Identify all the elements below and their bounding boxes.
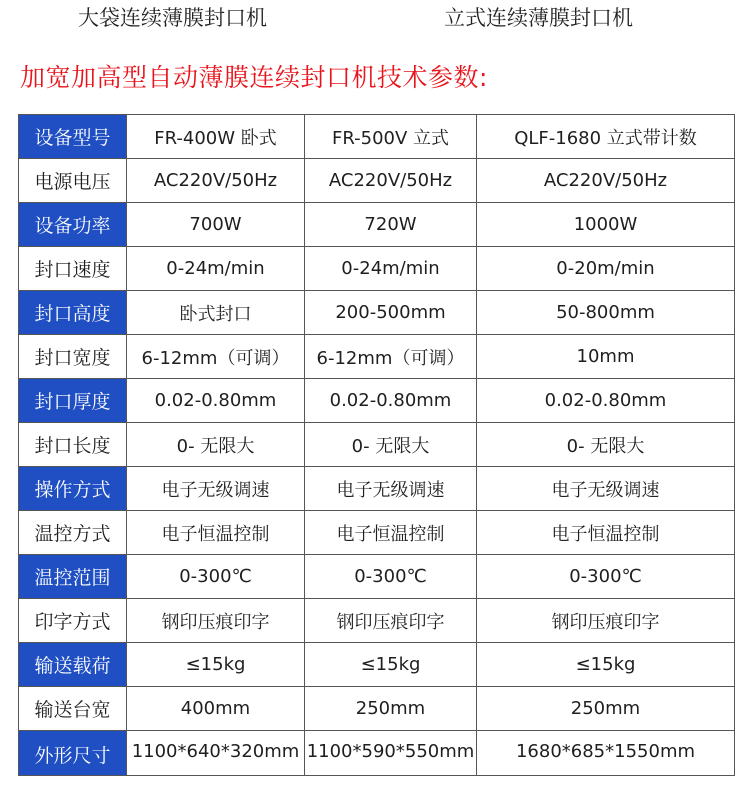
caption-vertical-sealer: 立式连续薄膜封口机 xyxy=(444,6,633,30)
table-cell: 钢印压痕印字 xyxy=(127,599,305,643)
table-cell: FR-400W 卧式 xyxy=(127,115,305,159)
table-cell: 200-500mm xyxy=(305,291,477,335)
table-cell: 钢印压痕印字 xyxy=(305,599,477,643)
table-row xyxy=(19,511,735,555)
table-cell: 电子恒温控制 xyxy=(305,511,477,555)
table-cell: ≤15kg xyxy=(477,643,735,687)
row-label: 电源电压 xyxy=(19,159,127,203)
table-cell: 0.02-0.80mm xyxy=(305,379,477,423)
table-row xyxy=(19,291,735,335)
row-label: 设备型号 xyxy=(19,115,127,159)
table-cell: 0- 无限大 xyxy=(305,423,477,467)
table-cell: 0-300℃ xyxy=(305,555,477,599)
table-cell: 0.02-0.80mm xyxy=(127,379,305,423)
table-cell: AC220V/50Hz xyxy=(127,159,305,203)
table-row xyxy=(19,687,735,731)
row-label: 温控方式 xyxy=(19,511,127,555)
table-cell: 400mm xyxy=(127,687,305,731)
row-label: 封口厚度 xyxy=(19,379,127,423)
row-label: 温控范围 xyxy=(19,555,127,599)
table-cell: ≤15kg xyxy=(127,643,305,687)
table-cell: AC220V/50Hz xyxy=(305,159,477,203)
table-cell: 1000W xyxy=(477,203,735,247)
table-cell: 钢印压痕印字 xyxy=(477,599,735,643)
table-row xyxy=(19,731,735,776)
table-cell: 0.02-0.80mm xyxy=(477,379,735,423)
table-cell: ≤15kg xyxy=(305,643,477,687)
table-row xyxy=(19,467,735,511)
table-cell: 电子无级调速 xyxy=(305,467,477,511)
row-label: 封口速度 xyxy=(19,247,127,291)
table-cell: 1680*685*1550mm xyxy=(477,731,735,776)
table-row xyxy=(19,159,735,203)
table-cell: 50-800mm xyxy=(477,291,735,335)
table-row xyxy=(19,115,735,159)
table-cell: 0-24m/min xyxy=(305,247,477,291)
table-cell: 1100*590*550mm xyxy=(305,731,477,776)
table-row xyxy=(19,643,735,687)
table-row xyxy=(19,247,735,291)
row-label: 设备功率 xyxy=(19,203,127,247)
table-cell: 720W xyxy=(305,203,477,247)
table-cell: 1100*640*320mm xyxy=(127,731,305,776)
table-cell: 电子恒温控制 xyxy=(127,511,305,555)
row-label: 封口长度 xyxy=(19,423,127,467)
table-cell: AC220V/50Hz xyxy=(477,159,735,203)
table-cell: QLF-1680 立式带计数 xyxy=(477,115,735,159)
table-cell: 0-300℃ xyxy=(477,555,735,599)
table-cell: 250mm xyxy=(305,687,477,731)
table-cell: 250mm xyxy=(477,687,735,731)
row-label: 输送台宽 xyxy=(19,687,127,731)
table-row xyxy=(19,203,735,247)
table-cell: 6-12mm（可调） xyxy=(127,335,305,379)
row-label: 外形尺寸 xyxy=(19,731,127,776)
spec-table-body xyxy=(19,115,735,776)
table-row xyxy=(19,555,735,599)
table-row xyxy=(19,423,735,467)
table-row xyxy=(19,599,735,643)
caption-horizontal-sealer: 大袋连续薄膜封口机 xyxy=(78,6,267,30)
table-cell: FR-500Ⅴ 立式 xyxy=(305,115,477,159)
captions xyxy=(0,0,750,40)
table-cell: 0-24m/min xyxy=(127,247,305,291)
table-cell: 700W xyxy=(127,203,305,247)
table-cell: 电子无级调速 xyxy=(127,467,305,511)
spec-heading: 加宽加高型自动薄膜连续封口机技术参数: xyxy=(20,63,488,92)
table-cell: 电子无级调速 xyxy=(477,467,735,511)
table-cell: 0- 无限大 xyxy=(477,423,735,467)
row-label: 印字方式 xyxy=(19,599,127,643)
table-row xyxy=(19,379,735,423)
spec-table xyxy=(18,114,735,776)
table-cell: 电子恒温控制 xyxy=(477,511,735,555)
table-cell: 0- 无限大 xyxy=(127,423,305,467)
table-cell: 6-12mm（可调） xyxy=(305,335,477,379)
row-label: 封口高度 xyxy=(19,291,127,335)
row-label: 操作方式 xyxy=(19,467,127,511)
table-cell: 0-20m/min xyxy=(477,247,735,291)
table-cell: 0-300℃ xyxy=(127,555,305,599)
row-label: 封口宽度 xyxy=(19,335,127,379)
table-cell: 10mm xyxy=(477,335,735,379)
table-cell: 卧式封口 xyxy=(127,291,305,335)
row-label: 输送载荷 xyxy=(19,643,127,687)
table-row xyxy=(19,335,735,379)
